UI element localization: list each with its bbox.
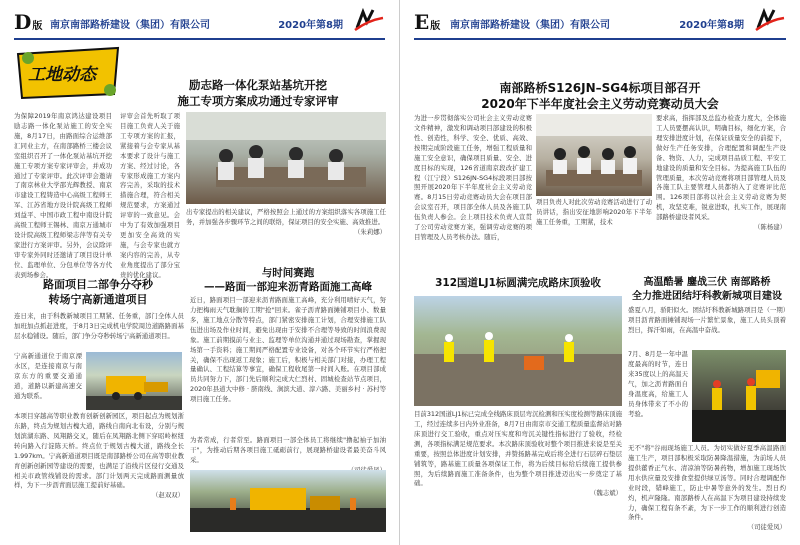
r-article1-byline: （陈杨建） xyxy=(754,223,786,232)
issue-number: 2020年第8期 xyxy=(278,20,343,31)
mobilization-meeting-photo xyxy=(536,114,652,196)
asphalt-workers-photo xyxy=(692,350,786,442)
article2-body-col1: 宁高新通道位于南京溧水区，是连接南京与南京东方的重要交通通道，道路以新建高速交通为联系。 xyxy=(14,352,82,400)
article1-body: 为保障2019年南京鸿达建设项目励志路一体化泵站施工的安全实施，8月17日，由路面综合运维部汇同业主方，在南部路桥三楼会议室组织召开了一体化泵站基坑开挖施工专项方案专家评审会，并成功通过了专家评审。此次评审会邀请了南京林业大学邵光辉教授、南京市建设工程铸造中心高级工程师王军、江苏省地方设计院高级工程师刘益平、中国市政工程中南设计院高级工程师王锡林、南京万通城市设计院高级工程师梁志萍等有关专家进行方案评审。另外，会议除评审专家外同时还邀请了项目设计单位、监理单位、分包单位等各方代表到场参会。 xyxy=(14,112,112,279)
company-logo-icon xyxy=(353,8,385,32)
article2-byline: （赵双双） xyxy=(152,491,184,500)
site-news-badge-label: 工地动态 xyxy=(28,65,96,85)
article2-body: 连日来，由于科教新城项目工期紧、任务重，部门全体人员加班加点抓赶进度，于8月3日完成机电学院周边道路路面基层水稳铺设。随后，部门争分夺秒转场宁高新通道项目。 xyxy=(14,312,184,340)
edition-label-e: E版 xyxy=(414,10,441,34)
r-article1-body-col3: 要求高，指挥部及总监办检查力度大，全体施工人员要摆高认识，明确目标，细化方案，合理安排进度计划，在保证质量安全的前提下，做好生产任务安排，合理配置和调配生产设备、物资、人力，完成项目品质工程、平安工地建设的质量和安全目标。为提高施工队伍的管理质量，本次劳动竞赛将项目部管理人员及各施工队主要管理人员都纳入了竞赛评比范围。126项目部将以社会主义劳动竞赛为契机，攻坚克难，锐意进取，扎实工作，展现南部路桥建设者风采。 （陈杨建） xyxy=(656,114,786,232)
article1-byline: （朱莉娜） xyxy=(354,227,386,236)
asphalt-paving-photo xyxy=(190,470,386,532)
r-article3-title: 高温酷暑 鏖战三伏 南部路桥 全力推进团结圩科教新城项目建设 xyxy=(632,277,782,302)
article3-body-close: 为者常成，行者常至。路面项目一部全体员工将继续"撸起袖子加油干"，为推动后期各项目施工砥砺前行，展现路桥建设者最美奋斗风采。 xyxy=(190,436,386,466)
article1-body-col2: 评审会首先听取了项目施工负责人关于施工专项方案的汇报，紧接着与会专家从基本要求了设计与施工方案、经过讨论，各专家形成施工方案内容完善，采取的技术措施合理，符合相关规范要求，方案通过评审的一致意见。会中为了有效加强项目更加安全高效的实施，与会专家也就方案内容的完善，从专业角度提出了部分宝贵的优化建议。 xyxy=(120,112,180,279)
r-article3-body-col1: 7月、8月是一年中温度最高的时节，连日来35度以上的高温天气，加之沥青路面自身温度高，给施工人员身体带来了不小的考验。 xyxy=(628,350,688,418)
r-article1-body: 为进一步贯彻落实公司社会主义劳动竞赛文件精神，激发和调动项目部建设的积极性、创造性，科学、安全、优质、高效、按期完成阶段施工任务，增强工程质量和施工安全意识，确保项目质量、安全、进度目标的实现，126省道南京段改扩建工程（江宁段）S126JN-SG4标段项目部按照开展2020年下半年度社会主义劳动竞赛。8月15日劳动竞赛动员大会在项目部会议室召开，项目部全体人员及各施工队伍负责人参会。会上项目技术负责人宣贯了公司劳动竞赛方案，强调劳动竞赛的项目管理及人员考核办法。随后， xyxy=(414,114,532,242)
issue-number-e: 2020年第8期 xyxy=(679,20,744,31)
r-article2-byline: （魏志斌） xyxy=(590,489,622,498)
company-name-e: 南京南部路桥建设（集团）有限公司 xyxy=(450,20,610,31)
r-article1-photo-caption: 项目负责人对此次劳动竞赛活动进行了动员讲话，指出安征地影响2020年下半年施工任务重，工期紧，技术 xyxy=(536,198,652,226)
r-article2-body: 目前312国道LJ1标已完成全线路床顶层弯沉检测和压实度检测等路床顶施工，经过连续多日内外业准备，8月7日由南京市交通工程质量监督站对路床顶进行交工验收，重点对压实度和弯沉关键性指标进行了验收，经检测，各项指标满足规范要求。本次路床顶验收对整个项目推进来说是至关重要，按照总体进度计划安排，并赞扬路基完成后将全进行石层碎石垫层铺筑等，路基施工质量各项保证工作，将为后续目标给后续施工提供参照，为后续路面施工准备条件，也为整个项目推进迈出实一步奠定了基础。 （魏志斌） xyxy=(414,410,622,498)
article3-body: 近日，路面项目一部迎来沥青路面施工高峰，充分利用晴好天气，努力把梅雨天气耽搁的工期"抢"回来。雀子沥青路面摊铺项目小、数量多，施工地点分散等特点，部门紧密安排施工计划，合理安排施工队伍进出场及作业时间，避免出现由于安排不合理等导致的时间浪费现象。施工前期摸前与业主、监理等单位沟通并通过现场勘查，掌握现场第一手资料；施工期间严格配置专业设备，对各个环节实行严格把关，确保不出现返工现象；施工后，积极与相关部门对接，办理工程量确认、工程结算等事宜，确保工程收尾第一时间入账。在项目部成员共同努力下，部门先后顺利完成大仁烈村、固城检查站节点项目，2020年县道大中修 · 脐南线、涧滨大道、淳六路、美丽乡村 · 苏村等项目施工任务。 xyxy=(190,296,386,404)
r-article3-body: 盛夏八月，骄阳似火。团结圩科教新城路项目是（一期）项目沥青路面摊铺现场一片繁忙景象，施工人员头顶着烈日，挥汗如雨，在高温中奋战。 xyxy=(628,306,786,334)
company-logo-icon-e xyxy=(754,8,786,32)
article2-body-cont: 本项目穿越高等职业教育创新创新园区，项目起点为规划浙东路，终点为规划古槐大道，路线自南向北布设，分别与规划滨湖东路、凤翔路交叉，随后在凤翔路北侧下穿昭岭枢纽转向路入行淀陈天桥。终点位于规划古槐大道，路线全长 1.997km。宁高新通道项目既是南部路桥公司在高等职业教育创新创新园等建设的需要，也满足了沿线片区侵行交通及相关市政管线铺设的需求。部门计划两天完成路面测量放样，为下一步沥青面层施工提前好基础。 （赵双双） xyxy=(14,412,184,500)
article2-title: 路面项目二部争分夺秒 转场宁高新通道项目 xyxy=(43,278,153,306)
roadbed-inspection-photo xyxy=(414,296,622,406)
r-article1-title: 南部路桥S126JN–SG4标项目部召开 2020年下半年度社会主义劳动竞赛动员大会 xyxy=(481,81,719,112)
page-e xyxy=(400,0,800,545)
article3-title: 与时间赛跑 ——路面一部迎来沥青路面施工高峰 xyxy=(204,267,372,294)
page-header xyxy=(14,4,385,40)
r-article3-body-cont: 无不"将"谷雨现场施工人员。为切实做好夏季高温路面施工生产，项目部积极采取防暑降温措施，为前场人员提供藿香正气水、清凉油等防暑药物，增加施工现场饮用水供应量及安排食堂提供绿豆汤等。同时合理调配作业时段，错峰施工，防止中暑等意外的发生。烈日灼灼，机声隆隆。南部路桥人在高温下为项目建设持续发力，确保工程有条不紊，为下一步工作的顺利进行创造条件。 （司徒爱凤） xyxy=(628,444,786,532)
meeting-photo xyxy=(186,112,386,204)
company-name: 南京南部路桥建设（集团）有限公司 xyxy=(50,20,210,31)
article1-body-col3: 出专家提出的相关建议，严格按照会上通过的方案组织落实各项施工任务，并加强各步骤环节之间的联络，保证项目的安全实施、高效推进。 （朱莉娜） xyxy=(186,208,386,236)
r-article2-title: 312国道LJ1标圆满完成路床顶验收 xyxy=(435,277,601,289)
page-header-e xyxy=(414,4,786,40)
article1-title: 励志路一体化泵站基坑开挖 施工专项方案成功通过专家评审 xyxy=(177,78,339,108)
paving-machine-photo xyxy=(86,352,182,410)
edition-label: D版 xyxy=(14,10,43,34)
r-article3-byline: （司徒爱凤） xyxy=(747,523,786,532)
